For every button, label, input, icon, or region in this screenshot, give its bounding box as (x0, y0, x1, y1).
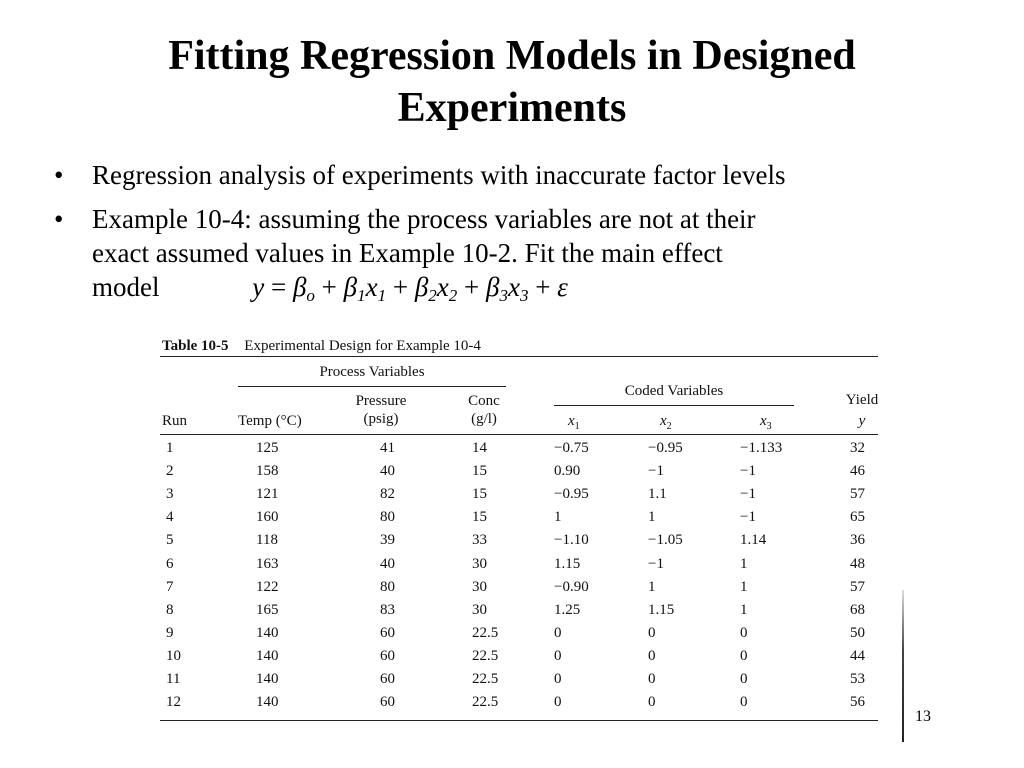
cell-temp: 140 (256, 694, 279, 711)
cell-x1: 0 (554, 694, 562, 711)
cell-pressure: 60 (380, 647, 395, 664)
cell-temp: 163 (256, 555, 279, 572)
header-x1-var: x (568, 413, 575, 429)
header-conc-2: (g/l) (471, 411, 497, 427)
cell-temp: 158 (256, 463, 279, 480)
cell-x2: −1.05 (648, 532, 683, 549)
cell-pressure: 80 (380, 509, 395, 526)
cell-x3: −1 (740, 463, 756, 480)
cell-yield: 32 (850, 440, 865, 456)
cell-x2: 1 (648, 509, 656, 526)
table-caption (162, 338, 481, 355)
cell-yield: 44 (850, 647, 865, 664)
cell-x2: 1.15 (648, 601, 675, 618)
cell-conc: 22.5 (472, 624, 499, 641)
cell-x3: 0 (740, 671, 748, 687)
eq-beta: β (343, 272, 358, 302)
cell-temp: 121 (256, 486, 279, 503)
eq-beta: β (292, 272, 307, 302)
table-header-rule (160, 434, 878, 435)
eq-x: x (436, 272, 449, 302)
eq-beta: β (414, 272, 429, 302)
eq-sub: 2 (428, 286, 437, 305)
bullet-list (52, 158, 992, 314)
cell-x2: 0 (648, 647, 656, 664)
eq-sub: o (306, 286, 315, 305)
cell-x2: 1.1 (648, 486, 667, 503)
cell-x1: −0.90 (554, 578, 589, 595)
cell-temp: 160 (256, 509, 279, 526)
header-x2-sub: 2 (666, 421, 672, 432)
bullet-text-2-line-1: Example 10-4: assuming the process variables are not at their (92, 204, 756, 234)
cell-x1: 0 (554, 647, 562, 664)
cell-run: 6 (166, 555, 174, 572)
cell-yield: 56 (850, 694, 865, 711)
cell-x1: 1.25 (554, 601, 581, 618)
header-x3-var: x (760, 413, 767, 429)
cell-run: 4 (166, 509, 174, 526)
cell-pressure: 82 (380, 486, 395, 503)
eq-x: x (507, 272, 520, 302)
header-x2 (660, 413, 672, 432)
group-rule-process (238, 386, 506, 387)
eq-sub: 1 (377, 286, 387, 305)
eq-y: y (252, 272, 265, 302)
cell-yield: 65 (850, 509, 865, 526)
cell-x3: 1 (740, 601, 748, 618)
cell-x1: 0 (554, 624, 562, 641)
cell-x2: −1 (648, 463, 664, 480)
cell-yield: 36 (850, 532, 865, 549)
cell-x3: 1.14 (740, 532, 767, 549)
cell-x1: −1.10 (554, 532, 589, 549)
cell-x1: 0.90 (554, 463, 581, 480)
bullet-text-2-line-3 (92, 270, 992, 304)
slide-title (0, 30, 1024, 134)
cell-conc: 22.5 (472, 647, 499, 664)
cell-x2: 1 (648, 578, 656, 595)
cell-x3: 1 (740, 578, 748, 595)
cell-conc: 15 (472, 486, 487, 503)
header-x2-var: x (660, 413, 667, 429)
eq-sub: 3 (499, 286, 508, 305)
cell-yield: 53 (850, 671, 865, 687)
cell-pressure: 83 (380, 601, 395, 618)
cell-conc: 15 (472, 463, 487, 480)
cell-pressure: 39 (380, 532, 395, 549)
cell-x2: 0 (648, 671, 656, 687)
cell-yield: 50 (850, 624, 865, 641)
cell-x1: −0.95 (554, 486, 589, 503)
header-pressure-2: (psig) (363, 411, 399, 427)
header-x1 (568, 413, 580, 432)
bullet-text-2-line-2: exact assumed values in Example 10-2. Fit the main effect (92, 238, 723, 268)
cell-temp: 125 (256, 440, 279, 456)
cell-temp: 165 (256, 601, 279, 618)
eq-sub: 2 (448, 286, 458, 305)
eq-x: x (365, 272, 378, 302)
cell-pressure: 60 (380, 694, 395, 711)
eq-epsilon: ε (557, 272, 568, 302)
cell-pressure: 60 (380, 671, 395, 687)
cell-x3: 0 (740, 694, 748, 711)
bullet-dot-icon: • (54, 204, 64, 234)
cell-conc: 15 (472, 509, 487, 526)
cell-run: 8 (166, 601, 174, 618)
cell-yield: 46 (850, 463, 865, 480)
cell-conc: 30 (472, 578, 487, 595)
eq-sub: 1 (357, 286, 366, 305)
group-header-coded: Coded Variables (624, 383, 724, 399)
bullet-item-1 (52, 158, 992, 192)
table-caption-label: Table 10-5 (162, 338, 229, 354)
bullet-item-2 (52, 202, 992, 304)
cell-x3: −1 (740, 509, 756, 526)
cell-yield: 57 (850, 486, 865, 503)
table-bottom-rule (160, 720, 878, 721)
cell-run: 3 (166, 486, 174, 503)
header-temp: Temp (°C) (238, 413, 302, 429)
cell-conc: 22.5 (472, 694, 499, 711)
header-x3-sub: 3 (766, 421, 772, 432)
cell-run: 1 (166, 440, 174, 456)
eq-plus: + (392, 272, 409, 302)
slide-title-line-1: Fitting Regression Models in Designed (168, 33, 856, 79)
eq-beta: β (486, 272, 500, 302)
cell-yield: 57 (850, 578, 865, 595)
eq-plus: + (464, 272, 480, 302)
group-rule-coded (554, 405, 794, 406)
cell-pressure: 60 (380, 624, 395, 641)
cell-conc: 14 (472, 440, 487, 456)
cell-yield: 68 (850, 601, 865, 618)
cell-run: 11 (166, 671, 181, 687)
cell-pressure: 80 (380, 578, 395, 595)
slide-title-line-2: Experiments (397, 85, 627, 131)
cell-x2: 0 (648, 694, 656, 711)
cell-run: 2 (166, 463, 174, 480)
cell-x1: 1 (554, 509, 562, 526)
cell-temp: 140 (256, 624, 279, 641)
cell-conc: 22.5 (472, 671, 499, 687)
cell-run: 12 (166, 694, 181, 711)
cell-run: 9 (166, 624, 174, 641)
table-top-rule (160, 356, 878, 357)
eq-plus: + (535, 272, 551, 302)
cell-x2: 0 (648, 624, 656, 641)
cell-conc: 30 (472, 601, 487, 618)
bullet-text-1: Regression analysis of experiments with inaccurate factor levels (92, 160, 786, 190)
cell-yield: 48 (850, 555, 865, 572)
header-pressure-1: Pressure (355, 393, 407, 409)
cell-run: 7 (166, 578, 174, 595)
group-header-process: Process Variables (319, 364, 425, 380)
cell-x2: −1 (648, 555, 664, 572)
cell-x1: 1.15 (554, 555, 581, 572)
bullet-text-2-model: model (92, 272, 160, 302)
cell-x3: 0 (740, 647, 748, 664)
cell-x2: −0.95 (648, 440, 683, 456)
cell-temp: 118 (256, 532, 278, 549)
cell-pressure: 41 (380, 440, 395, 456)
cell-pressure: 40 (380, 555, 395, 572)
header-yield-2: y (858, 413, 866, 429)
eq-plus: + (321, 272, 337, 302)
header-yield-1: Yield (845, 392, 879, 408)
cell-x3: 1 (740, 555, 748, 572)
cell-temp: 140 (256, 647, 279, 664)
eq-equals: = (270, 272, 287, 302)
cell-x3: 0 (740, 624, 748, 641)
page-number: 13 (915, 708, 931, 725)
cell-x3: −1.133 (740, 440, 783, 456)
experimental-design-table (160, 336, 880, 726)
header-x1-sub: 1 (574, 421, 580, 432)
header-conc-1: Conc (468, 393, 500, 409)
eq-sub: 3 (519, 286, 529, 305)
cell-x1: −0.75 (554, 440, 589, 456)
cell-temp: 122 (256, 578, 279, 595)
bullet-dot-icon: • (54, 160, 64, 190)
cell-temp: 140 (256, 671, 279, 687)
cell-x1: 0 (554, 671, 562, 687)
table-caption-text: Experimental Design for Example 10-4 (244, 338, 481, 354)
header-x3 (760, 413, 772, 432)
cell-x3: −1 (740, 486, 756, 503)
scan-edge-line (902, 590, 904, 742)
cell-conc: 33 (472, 532, 487, 549)
cell-conc: 30 (472, 555, 487, 572)
cell-pressure: 40 (380, 463, 395, 480)
header-run: Run (162, 413, 188, 429)
cell-run: 5 (166, 532, 174, 549)
model-equation (252, 272, 568, 305)
cell-run: 10 (166, 647, 181, 664)
